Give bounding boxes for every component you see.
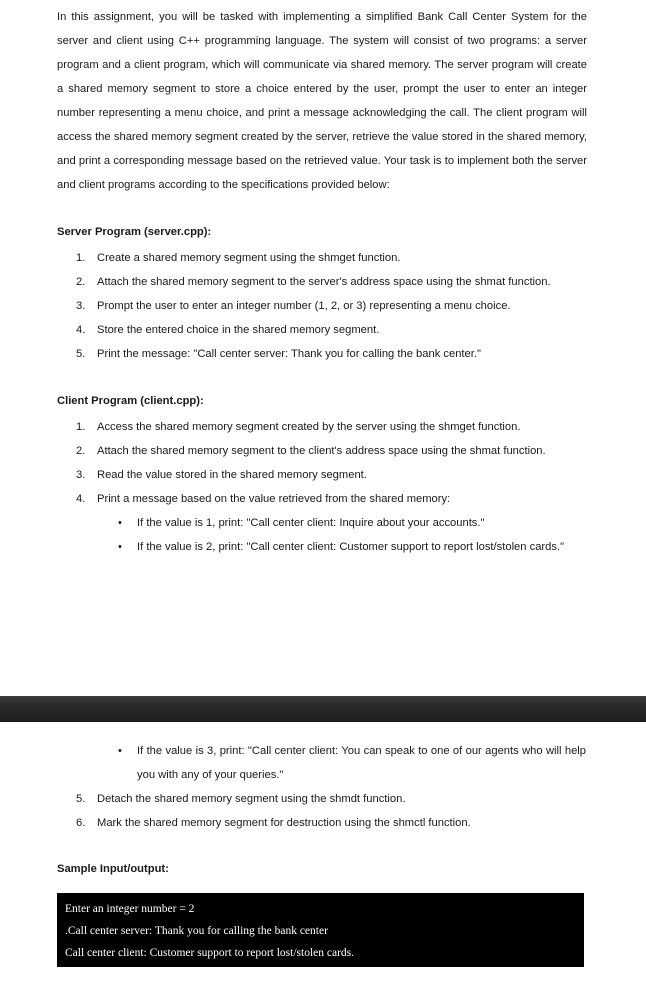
list-item: 5. Detach the shared memory segment using the shmdt function. <box>76 793 406 805</box>
sample-io-heading: Sample Input/output: <box>57 863 169 875</box>
console-line: Call center client: Customer support to report lost/stolen cards. <box>65 947 355 959</box>
list-item: 5. Print the message: "Call center server: Thank you for calling the bank center." <box>76 348 481 360</box>
list-item: 1. Access the shared memory segment created by the server using the shmget function. <box>76 421 521 433</box>
list-item: 2. Attach the shared memory segment to the server's address space using the shmat function. <box>76 276 551 288</box>
client-value-bullets <box>118 511 586 559</box>
client-steps-list-cont <box>76 787 586 835</box>
list-item: 1. Create a shared memory segment using the shmget function. <box>76 252 401 264</box>
list-item: 2. Attach the shared memory segment to the client's address space using the shmat function. <box>76 445 546 457</box>
list-item: 4. Store the entered choice in the shared memory segment. <box>76 324 380 336</box>
list-item: • If the value is 1, print: "Call center client: Inquire about your accounts." <box>118 517 485 529</box>
list-item: 4. Print a message based on the value retrieved from the shared memory: <box>76 493 451 505</box>
client-program-heading: Client Program (client.cpp): <box>57 395 204 407</box>
list-item: 3. Prompt the user to enter an integer number (1, 2, or 3) representing a menu choice. <box>76 300 511 312</box>
client-steps-list <box>76 415 586 511</box>
list-item: • If the value is 2, print: "Call center client: Customer support to report lost/stolen cards." <box>118 541 565 553</box>
server-program-heading: Server Program (server.cpp): <box>57 226 212 238</box>
console-line: Enter an integer number = 2 <box>65 903 195 915</box>
client-value-bullets-cont <box>118 739 586 787</box>
page-break-divider <box>0 696 646 722</box>
list-item: • If the value is 3, print: "Call center client: You can speak to one of our agents who will help you with any of your queries." <box>118 745 586 781</box>
sample-console-output <box>57 893 584 967</box>
server-steps-list <box>76 246 586 366</box>
console-line: .Call center server: Thank you for calling the bank center <box>65 925 328 937</box>
list-item: 6. Mark the shared memory segment for destruction using the shmctl function. <box>76 817 471 829</box>
list-item: 3. Read the value stored in the shared memory segment. <box>76 469 367 481</box>
intro-paragraph: In this assignment, you will be tasked with implementing a simplified Bank Call Center System for the server and client using C++ programming language. The system will consist of two programs: a server program and a client program, which will communicate via shared memory. The server program will create a shared memory segment to store a choice entered by the user, prompt the user to enter an integer number representing a menu choice, and print a message acknowledging the call. The client program will access the shared memory segment created by the server, retrieve the value stored in the shared memory, and print a corresponding message based on the retrieved value. Your task is to implement both the server and client programs according to the specifications provided below: <box>57 11 587 191</box>
